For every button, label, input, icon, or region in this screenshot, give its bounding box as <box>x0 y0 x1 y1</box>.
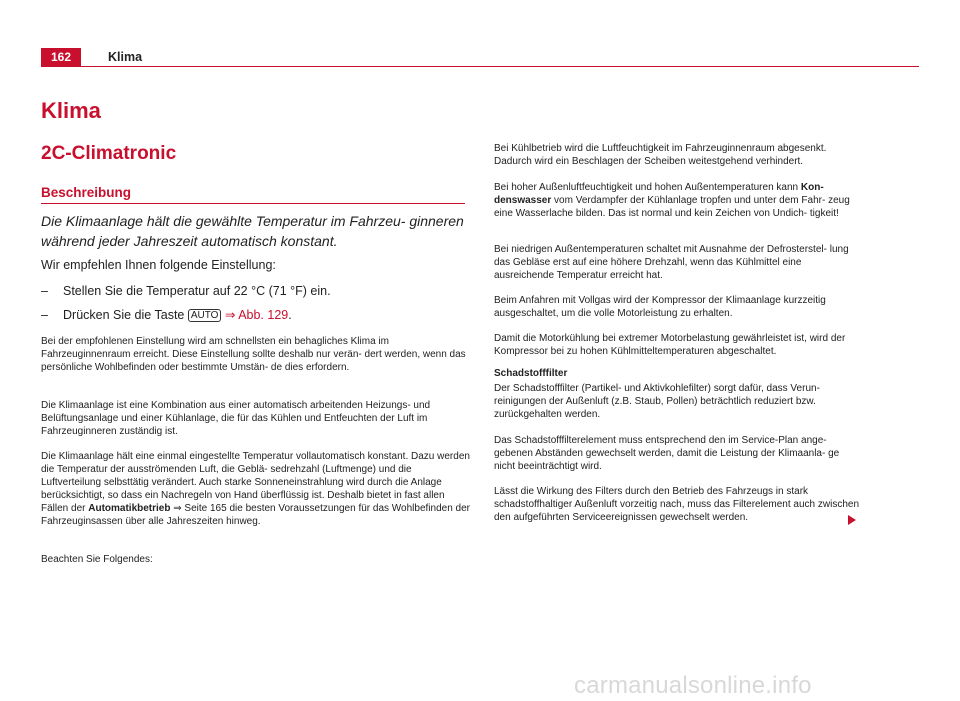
section-rule <box>41 203 465 204</box>
body-paragraph <box>41 450 471 529</box>
chapter-subtitle: 2C-Climatronic <box>41 143 177 164</box>
bullet-text-after: . <box>288 308 292 322</box>
header-section-title: Klima <box>108 50 143 64</box>
paragraph-bold-term: Kon- denswasser <box>494 182 824 207</box>
body-paragraph: Bei niedrigen Außentemperaturen schaltet mit Ausnahme der Defrosterstel- lung das Gebläse erst auf eine höhere Drehzahl, wenn das Kühlmittel eine ausreichende Temperatur erreicht hat. <box>494 244 849 282</box>
body-paragraph <box>494 181 859 220</box>
bullet-text: Stellen Sie die Temperatur auf 22 °C (71 °F) ein. <box>63 284 331 298</box>
body-paragraph: Lässt die Wirkung des Filters durch den Betrieb des Fahrzeugs in stark schadstoffhaltiger Außenluft vorzeitig nach, muss das Filterelement auch zwischen den aufgeführten Serviceereignissen gewechselt werden. <box>494 486 859 524</box>
paragraph-text-after: ⇒ Seite 165 die besten Voraussetzungen für das Wohlbefinden der Fahrzeuginsassen über alle Jahreszeiten hinweg. <box>41 503 470 528</box>
paragraph-text-before: Die Klimaanlage hält eine einmal eingestellte Temperatur vollautomatisch konstant. Dazu werden die Temperatur der ausströmenden Luft, die Geblä- sedrehzahl (Luftmenge) und die Luftverteilung selbsttätig verändert. Auch starke Sonneneinstrahlung wird durch die Anlage berücksichtigt, so dass ein Nachregeln von Hand überflüssig ist. Deshalb bietet in fast allen Fällen der <box>41 451 470 515</box>
paragraph-text-before: Bei hoher Außenluftfeuchtigkeit und hohen Außentemperaturen kann <box>494 182 801 193</box>
intro-text: Wir empfehlen Ihnen folgende Einstellung: <box>41 258 276 272</box>
bullet-text-before: Drücken Sie die Taste <box>63 308 188 322</box>
body-paragraph: Bei Kühlbetrieb wird die Luftfeuchtigkeit im Fahrzeuginnenraum abgesenkt. Dadurch wird ein Beschlagen der Scheiben weitestgehend verhindert. <box>494 143 827 168</box>
body-paragraph: Der Schadstofffilter (Partikel- und Aktivkohlefilter) sorgt dafür, dass Verun- reinigungen der Außenluft (z.B. Staub, Pollen) beträchtlich reduziert bzw. zurückgehalten werden. <box>494 383 820 421</box>
bullet-dash: – <box>41 284 48 298</box>
lead-text: Die Klimaanlage hält die gewählte Temperatur im Fahrzeu- ginneren während jeder Jahreszeit automatisch konstant. <box>41 213 464 249</box>
continue-arrow-icon <box>848 515 856 525</box>
body-paragraph: Bei der empfohlenen Einstellung wird am schnellsten ein behagliches Klima im Fahrzeuginnenraum erreicht. Diese Einstellung sollte deshalb nur verän- dert werden, wenn das persönliche Wohlbefinden oder bestimmte Umstän- de dies erfordern. <box>41 336 466 374</box>
bullet-text <box>63 307 292 323</box>
body-paragraph: Beim Anfahren mit Vollgas wird der Kompressor der Klimaanlage kurzzeitig ausgeschaltet, um die volle Motorleistung zu erhalten. <box>494 295 826 320</box>
paragraph-text-after: vom Verdampfer der Kühlanlage tropfen und unter dem Fahr- zeug eine Wasserlache bilden. Das ist normal und kein Zeichen von Undich- tigkeit! <box>494 195 850 220</box>
chapter-title: Klima <box>41 98 101 123</box>
bullet-dash: – <box>41 308 48 322</box>
page-number: 162 <box>41 48 81 67</box>
body-paragraph: Beachten Sie Folgendes: <box>41 554 153 565</box>
watermark: carmanualsonline.info <box>574 672 812 699</box>
body-paragraph: Die Klimaanlage ist eine Kombination aus einer automatisch arbeitenden Heizungs- und Belüftungsanlage und einer Kühlanlage, die für das Kühlen und Entfeuchten der Luft im Fahrzeuginneren zuständig ist. <box>41 400 431 438</box>
header-rule <box>81 66 919 67</box>
body-paragraph: Das Schadstofffilterelement muss entsprechend den im Service-Plan ange- gebenen Abständen gewechselt werden, damit die Leistung der Klimaanla- ge nicht beeinträchtigt wird. <box>494 435 840 473</box>
body-paragraph: Damit die Motorkühlung bei extremer Motorbelastung gewährleistet ist, wird der Kompressor bei zu hohen Kühlmitteltemperaturen abgeschaltet. <box>494 333 846 358</box>
figure-reference-link[interactable]: ⇒ Abb. 129 <box>224 308 289 322</box>
page-header <box>41 48 919 67</box>
paragraph-bold-term: Automatikbetrieb <box>88 503 171 515</box>
section-heading: Beschreibung <box>41 185 132 200</box>
auto-key: AUTO <box>188 309 222 322</box>
filter-heading: Schadstofffilter <box>494 368 568 379</box>
